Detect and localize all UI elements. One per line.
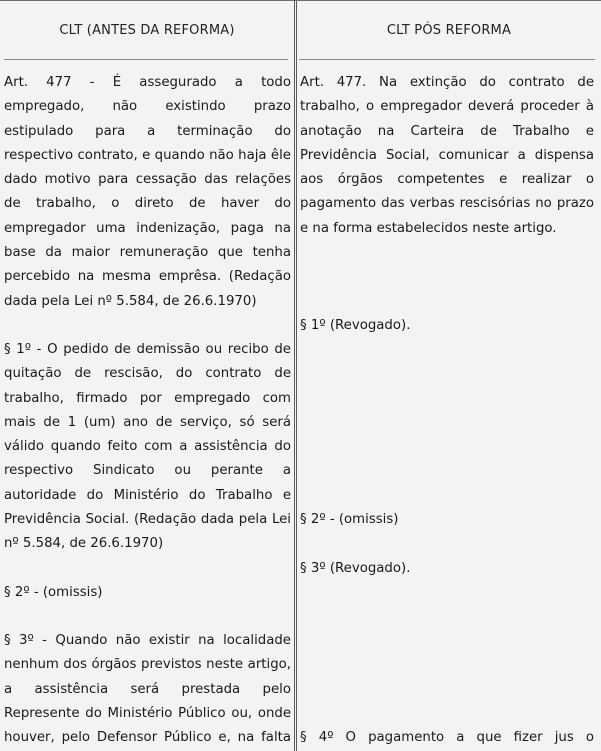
header-rule-left [4,59,288,60]
right-paragraph-3: § 3º (Revogado). [300,561,411,576]
left-art-477: Art. 477 - É assegurado a todo empregado, não existindo prazo estipulado para a terminação do respectivo contrato, e quando não haja êle dado motivo para cessação das relações de trabalho, o direto de haver do empregador uma indenização, paga na base da maior remuneração que tenha percebido na mesma emprêsa. (Redação dada pela Lei nº 5.584, de 26.6.1970) [4,75,291,309]
right-art-477: Art. 477. Na extinção do contrato de trabalho, o empregador deverá proceder à anotação na Carteira de Trabalho e Previdência Social, comunicar a dispensa aos órgãos competentes e realizar o pagamento das verbas rescisórias no prazo e na forma estabelecidos neste artigo. [300,75,594,236]
header-before-reform: CLT (ANTES DA REFORMA) [59,22,235,38]
right-paragraph-2: § 2º - (omissis) [300,512,399,527]
header-rule-right [299,59,595,60]
right-paragraph-1: § 1º (Revogado). [300,318,411,333]
right-paragraph-4: § 4º O pagamento a que fizer jus o [300,730,594,745]
header-after-reform: CLT PÓS REFORMA [386,22,512,38]
column-after-reform [297,1,601,751]
left-paragraph-1: § 1º - O pedido de demissão ou recibo de quitação de rescisão, do contrato de trabalho, firmado por empregado com mais de 1 (um) ano de serviço, só será válido quando feito com a assistência do respectivo Sindicato ou perante a autoridade do Ministério do Trabalho e Previdência Social. (Redação dada pela Lei nº 5.584, de 26.6.1970) [4,342,291,552]
left-paragraph-3: § 3º - Quando não existir na localidade nenhum dos órgãos previstos neste artigo, a assistência será prestada pelo Represente do Ministério Público ou, onde houver, pelo Defensor Público e, na falta [4,633,291,746]
left-paragraph-2: § 2º - (omissis) [4,585,103,600]
column-before-reform [0,1,294,751]
